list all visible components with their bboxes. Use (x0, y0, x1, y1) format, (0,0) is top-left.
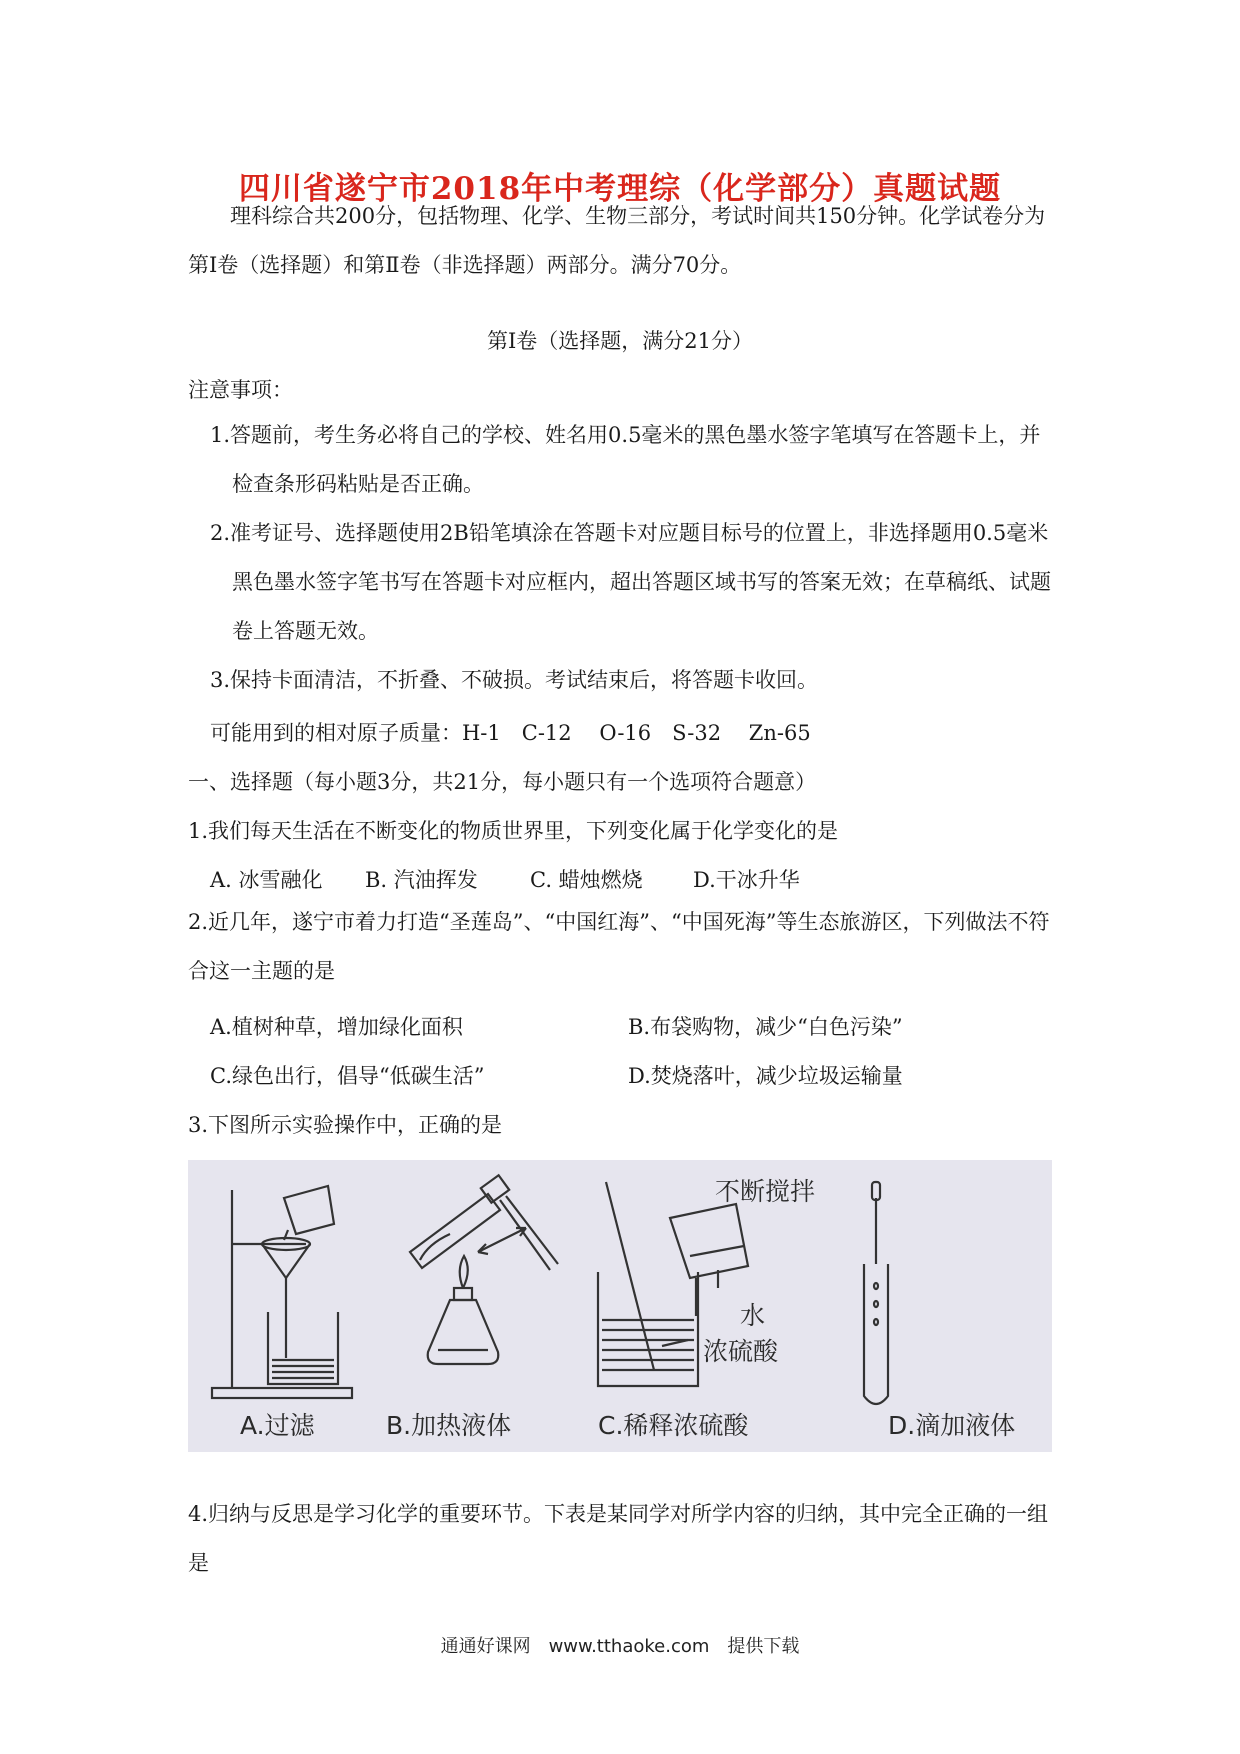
note-1-text: 1.答题前，考生务必将自己的学校、姓名用0.5毫米的黑色墨水签字笔填写在答题卡上，并检查条形码粘贴是否正确。 (210, 423, 1041, 496)
question-3-stem: 3.下图所示实验操作中，正确的是 (188, 1113, 503, 1137)
notes-heading: 注意事项： (188, 378, 293, 402)
q1-option-b: B. 汽油挥发 (365, 868, 478, 892)
figure-label-c: C.稀释浓硫酸 (598, 1411, 749, 1440)
intro-paragraph: 理科综合共200分，包括物理、化学、生物三部分，考试时间共150分钟。化学试卷分为第Ⅰ卷（选择题）和第Ⅱ卷（非选择题）两部分。满分70分。 (188, 204, 1046, 277)
annotation-keep-stirring: 不断搅拌 (715, 1177, 816, 1206)
note-2 (210, 509, 1060, 656)
part-one-heading: 一、选择题（每小题3分，共21分，每小题只有一个选项符合题意） (188, 770, 817, 794)
note-2-text: 2.准考证号、选择题使用2B铅笔填涂在答题卡对应题目标号的位置上，非选择题用0.5毫米黑色墨水签字笔书写在答题卡对应框内，超出答题区域书写的答案无效；在草稿纸、试题卷上答题无效。 (210, 521, 1051, 643)
annotation-concentrated-sulfuric-acid: 浓硫酸 (703, 1337, 779, 1366)
lab-operations-figure (188, 1160, 1052, 1452)
q2-option-a: A.植树种草，增加绿化面积 (210, 1015, 463, 1039)
filtration-apparatus-icon (212, 1186, 352, 1398)
dropping-liquid-apparatus-icon (864, 1182, 888, 1404)
q2-option-c: C.绿色出行，倡导“低碳生活” (210, 1064, 485, 1088)
figure-label-d: D.滴加液体 (888, 1411, 1016, 1440)
q1-option-a: A. 冰雪融化 (210, 868, 323, 892)
atomic-masses: 可能用到的相对原子质量：H-1 C-12 O-16 S-32 Zn-65 (210, 721, 811, 745)
note-1 (210, 411, 1060, 509)
page-footer: 通通好课网 www.tthaoke.com 提供下载 (440, 1636, 800, 1657)
question-1-stem: 1.我们每天生活在不断变化的物质世界里，下列变化属于化学变化的是 (188, 819, 839, 843)
question-2-stem: 2.近几年，遂宁市着力打造“圣莲岛”、“中国红海”、“中国死海”等生态旅游区，下列做法不符合这一主题的是 (188, 910, 1050, 983)
question-4-stem: 4.归纳与反思是学习化学的重要环节。下表是某同学对所学内容的归纳，其中完全正确的一组是 (188, 1502, 1049, 1575)
section-heading: 第Ⅰ卷（选择题，满分21分） (486, 329, 754, 353)
heating-liquid-apparatus-icon (410, 1175, 558, 1364)
q1-option-d: D.干冰升华 (693, 868, 800, 892)
figure-label-b: B.加热液体 (386, 1411, 512, 1440)
q2-option-b: B.布袋购物，减少“白色污染” (628, 1015, 903, 1039)
annotation-water: 水 (740, 1301, 766, 1330)
note-3-text: 3.保持卡面清洁，不折叠、不破损。考试结束后，将答题卡收回。 (210, 668, 819, 692)
page-title: 四川省遂宁市2018年中考理综（化学部分）真题试题 (238, 171, 1002, 207)
q1-option-c: C. 蜡烛燃烧 (530, 868, 643, 892)
note-3 (210, 656, 1060, 705)
q2-option-d: D.焚烧落叶，减少垃圾运输量 (628, 1064, 903, 1088)
figure-label-a: A.过滤 (240, 1411, 315, 1440)
